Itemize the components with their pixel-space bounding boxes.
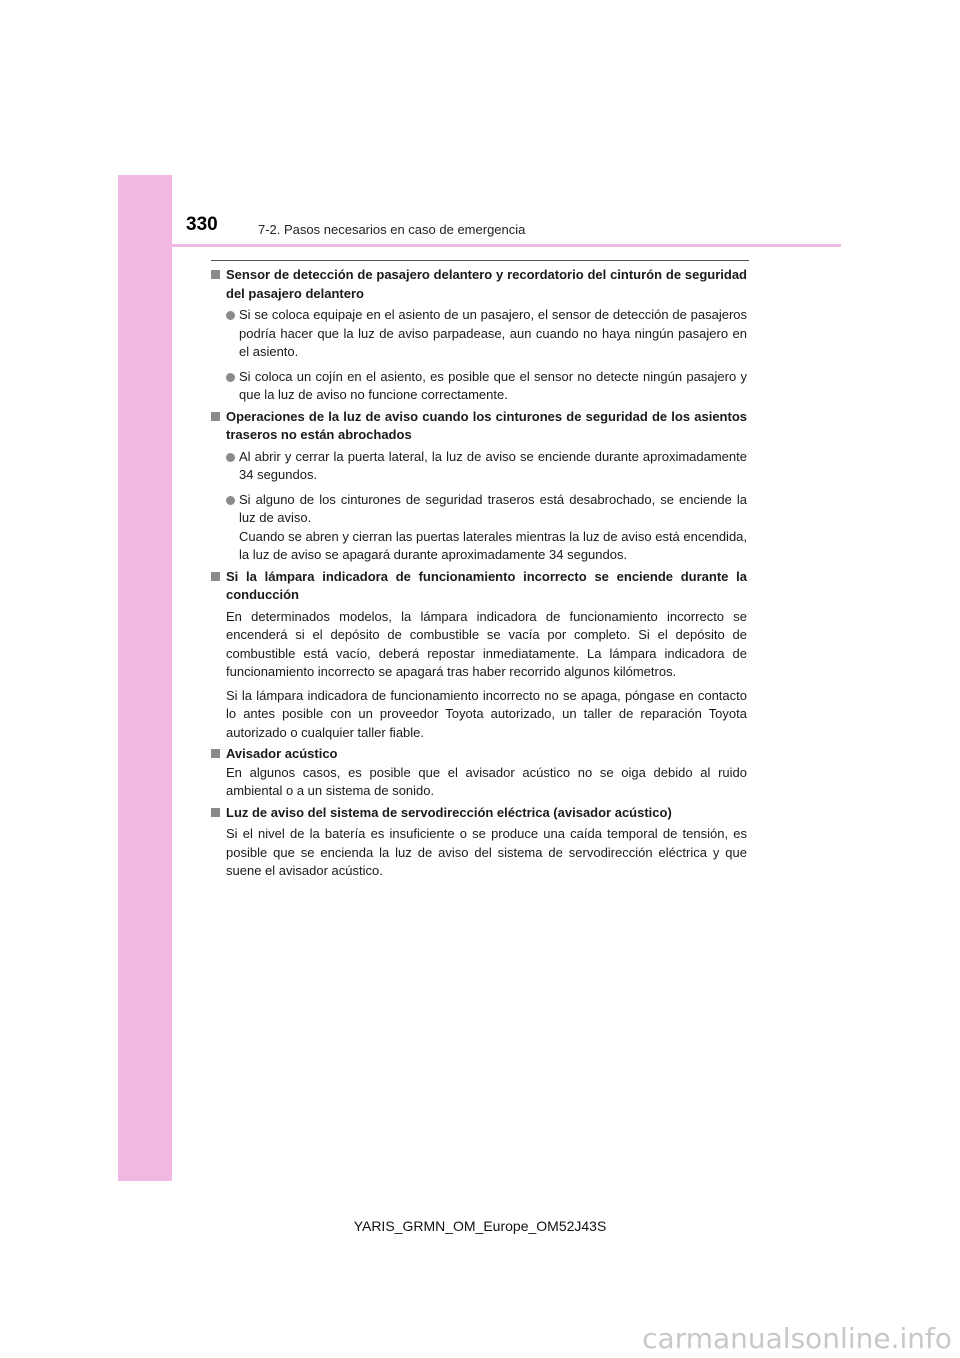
square-bullet-icon bbox=[211, 412, 220, 421]
item-heading: Sensor de detección de pasajero delantero y recordatorio del cinturón de seguridad del pasajero delantero bbox=[226, 267, 747, 301]
paragraph: Si el nivel de la batería es insuficiente o se produce una caída temporal de tensión, es posible que se encienda la luz de aviso del sistema de servodirección eléctrica y que suene el avisador acústico. bbox=[226, 826, 747, 878]
side-tab-bar bbox=[118, 175, 172, 1181]
bullet-item bbox=[226, 368, 747, 405]
circle-bullet-icon bbox=[226, 453, 235, 462]
square-bullet-icon bbox=[211, 270, 220, 279]
page-content bbox=[211, 266, 747, 882]
bullet-text: Si se coloca equipaje en el asiento de un pasajero, el sensor de detección de pasajeros podría hacer que la luz de aviso parpadease, aun cuando no haya ningún pasajero en el asiento. bbox=[239, 307, 747, 359]
square-bullet-icon bbox=[211, 808, 220, 817]
bullet-item bbox=[226, 448, 747, 485]
item-heading: Operaciones de la luz de aviso cuando los cinturones de seguridad de los asientos traseros no están abrochados bbox=[226, 408, 747, 442]
header-rule bbox=[118, 244, 841, 247]
bullet-text: Al abrir y cerrar la puerta lateral, la luz de aviso se enciende durante aproximadamente 34 segundos. bbox=[239, 448, 747, 482]
circle-bullet-icon bbox=[226, 311, 235, 320]
circle-bullet-icon bbox=[226, 496, 235, 505]
paragraph: En determinados modelos, la lámpara indicadora de funcionamiento incorrecto se encenderá si el depósito de combustible se vacía por completo. Si el depósito de combustible está vacío, deberá repostar inmediatamente. La lámpara indicadora de funcionamiento incorrecto se apagará tras haber recorrido algunos kilómetros. bbox=[226, 608, 747, 679]
bullet-text-continued: Cuando se abren y cierran las puertas laterales mientras la luz de aviso está encendida, la luz de aviso se apagará durante aproximadamente 34 segundos. bbox=[239, 528, 748, 562]
circle-bullet-icon bbox=[226, 373, 235, 382]
item-heading: Avisador acústico bbox=[226, 746, 338, 761]
square-bullet-icon bbox=[211, 749, 220, 758]
bullet-text: Si coloca un cojín en el asiento, es posible que el sensor no detecte ningún pasajero y que la luz de aviso no funcione correctamente. bbox=[239, 368, 747, 402]
document-footer-code: YARIS_GRMN_OM_Europe_OM52J43S bbox=[353, 1218, 607, 1234]
bullet-item bbox=[226, 491, 747, 565]
item-heading: Si la lámpara indicadora de funcionamiento incorrecto se enciende durante la conducción bbox=[226, 568, 747, 602]
watermark: carmanualsonline.info bbox=[642, 1322, 952, 1355]
list-item bbox=[211, 804, 747, 881]
square-bullet-icon bbox=[211, 572, 220, 581]
paragraph: Si la lámpara indicadora de funcionamiento incorrecto no se apaga, póngase en contacto lo antes posible con un proveedor Toyota autorizado, un taller de reparación Toyota autorizado o cualquier taller fiable. bbox=[226, 687, 747, 740]
list-item bbox=[211, 408, 747, 565]
list-item bbox=[211, 745, 747, 801]
bullet-text: Si alguno de los cinturones de seguridad traseros está desabrochado, se enciende la luz de aviso. bbox=[239, 491, 747, 525]
page-number: 330 bbox=[186, 214, 218, 235]
bullet-item bbox=[226, 306, 747, 362]
list-item bbox=[211, 266, 747, 405]
list-item bbox=[211, 568, 747, 743]
content-divider bbox=[211, 260, 749, 261]
item-heading: Luz de aviso del sistema de servodirección eléctrica (avisador acústico) bbox=[226, 804, 672, 820]
paragraph: En algunos casos, es posible que el avisador acústico no se oiga debido al ruido ambiental o a un sistema de sonido. bbox=[226, 764, 747, 798]
section-title: 7-2. Pasos necesarios en caso de emergencia bbox=[258, 222, 526, 237]
